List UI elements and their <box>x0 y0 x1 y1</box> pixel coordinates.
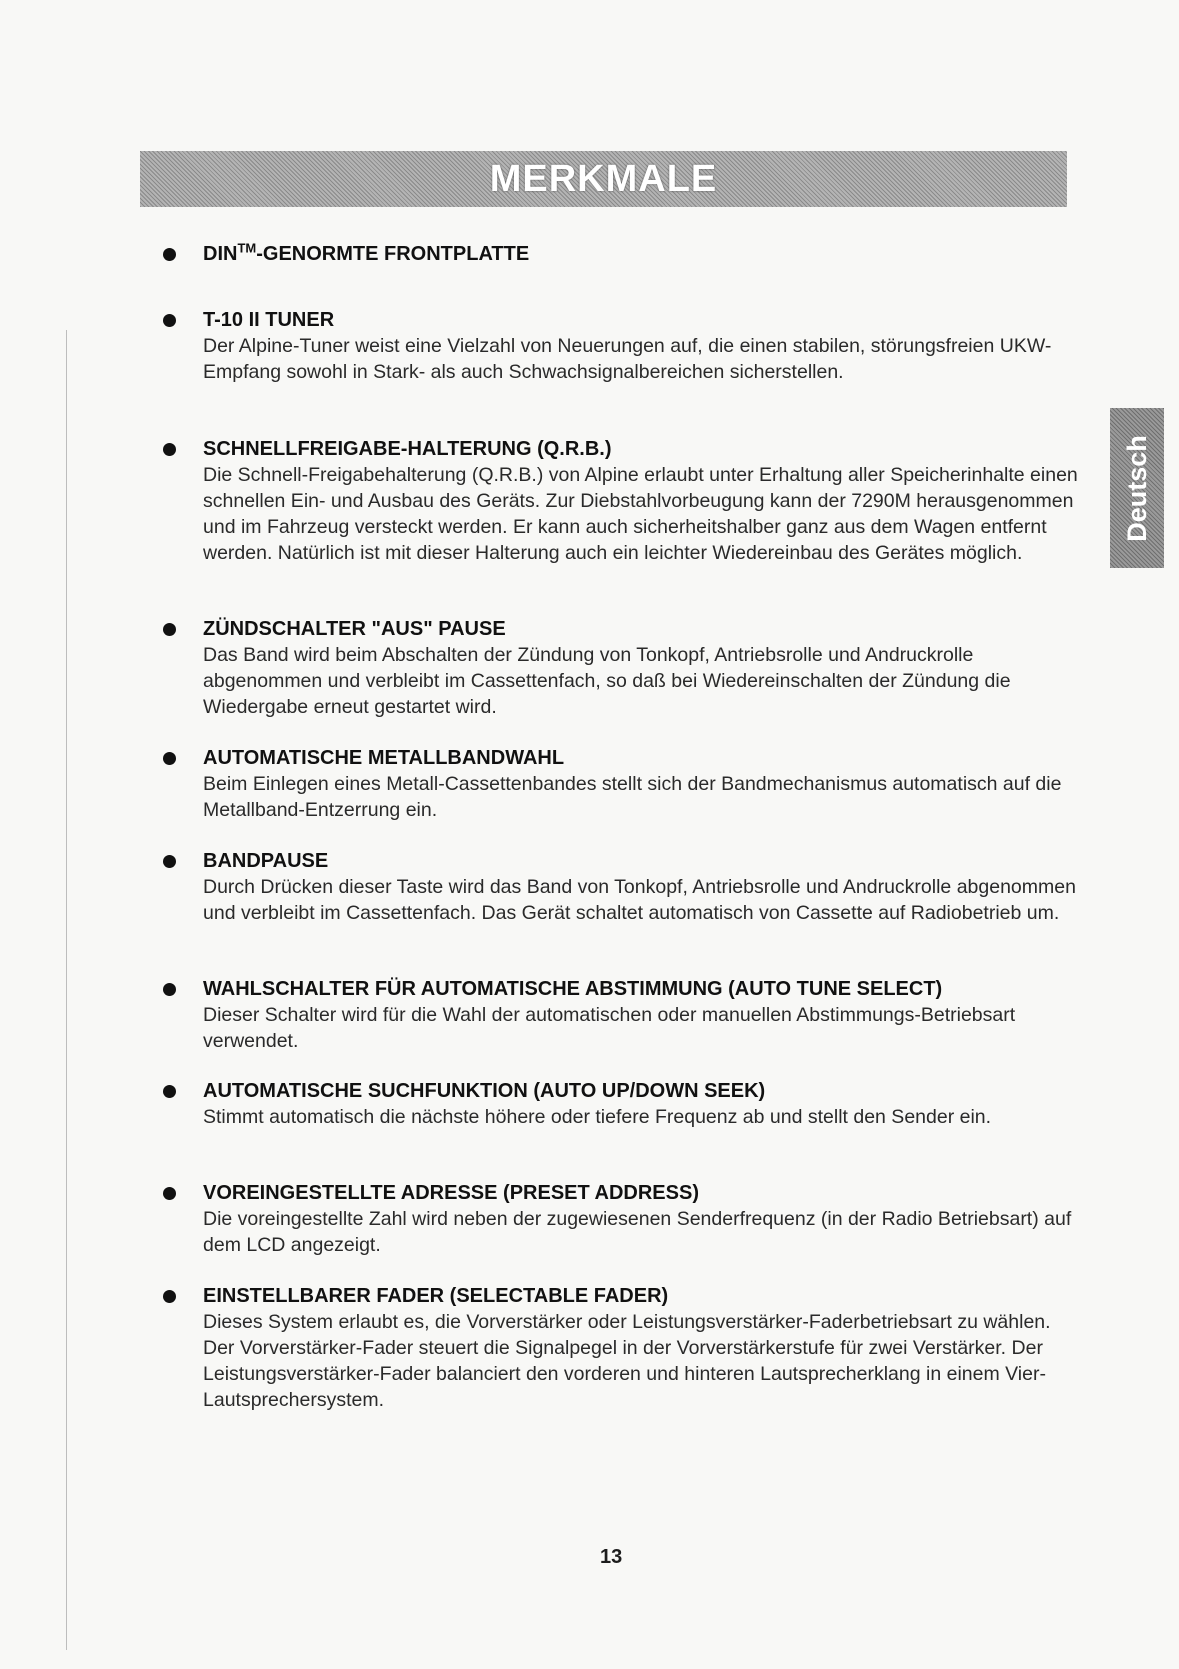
feature-description: Dieser Schalter wird für die Wahl der automatischen oder manuellen Abstimmungs-Betriebsart verwendet. <box>203 1004 1016 1052</box>
section-banner <box>140 151 1067 207</box>
feature-title: AUTOMATISCHE SUCHFUNKTION (AUTO UP/DOWN SEEK) <box>203 1080 766 1102</box>
bullet-icon <box>163 1290 176 1303</box>
bullet-icon <box>163 752 176 765</box>
language-tab <box>1110 408 1164 568</box>
bullet-icon <box>163 314 176 327</box>
bullet-icon <box>163 623 176 636</box>
bullet-icon <box>163 248 176 261</box>
feature-title: SCHNELLFREIGABE-HALTERUNG (Q.R.B.) <box>203 438 612 460</box>
feature-title: WAHLSCHALTER FÜR AUTOMATISCHE ABSTIMMUNG (AUTO TUNE SELECT) <box>203 978 943 1000</box>
bullet-icon <box>163 983 176 996</box>
bullet-icon <box>163 443 176 456</box>
page-title: MERKMALE <box>489 157 718 200</box>
language-tab-label: Deutsch <box>1121 434 1152 542</box>
feature-description: Beim Einlegen eines Metall-Cassettenbandes stellt sich der Bandmechanismus automatisch auf die Metallband-Entzerrung ein. <box>203 773 1062 821</box>
feature-description: Stimmt automatisch die nächste höhere oder tiefere Frequenz ab und stellt den Sender ein. <box>203 1106 992 1128</box>
feature-description: Durch Drücken dieser Taste wird das Band von Tonkopf, Antriebsrolle und Andruckrolle abgenommen und verbleibt im Cassettenfach. Das Gerät schaltet automatisch von Cassette auf Radiobetrieb um. <box>203 876 1076 924</box>
bullet-icon <box>163 855 176 868</box>
feature-description: Dieses System erlaubt es, die Vorverstärker oder Leistungsverstärker-Faderbetriebsart zu wählen. Der Vorverstärker-Fader steuert die Signalpegel in der Vorverstärkerstufe für zwei Verstärker. Der Leistungsverstärker-Fader balanciert den vorderen und hinteren Lautsprecherklang in einem Vier-Lautsprechersystem. <box>203 1311 1051 1411</box>
feature-title: VOREINGESTELLTE ADRESSE (PRESET ADDRESS) <box>203 1182 699 1204</box>
bullet-icon <box>163 1187 176 1200</box>
feature-title: DIN™-GENORMTE FRONTPLATTE <box>203 240 530 265</box>
feature-description: Die Schnell-Freigabehalterung (Q.R.B.) von Alpine erlaubt unter Erhaltung aller Speicherinhalte einen schnellen Ein- und Ausbau des Geräts. Zur Diebstahlvorbeugung kann der 7290M herausgenommen und im Fahrzeug versteckt werden. Er kann auch sicherheitshalber ganz aus dem Wagen entfernt werden. Natürlich ist mit dieser Halterung auch ein leichter Wiedereinbau des Gerätes möglich. <box>203 464 1078 564</box>
feature-title: AUTOMATISCHE METALLBANDWAHL <box>203 747 565 769</box>
feature-title: EINSTELLBARER FADER (SELECTABLE FADER) <box>203 1285 669 1307</box>
feature-title: ZÜNDSCHALTER "AUS" PAUSE <box>203 618 506 640</box>
feature-description: Die voreingestellte Zahl wird neben der zugewiesenen Senderfrequenz (in der Radio Betriebsart) auf dem LCD angezeigt. <box>203 1208 1072 1256</box>
page-number: 13 <box>600 1546 623 1568</box>
feature-title: BANDPAUSE <box>203 850 329 872</box>
feature-description: Das Band wird beim Abschalten der Zündung von Tonkopf, Antriebsrolle und Andruckrolle abgenommen und verbleibt im Cassettenfach, so daß bei Wiedereinschalten der Zündung die Wiedergabe erneut gestartet wird. <box>203 644 1011 718</box>
bullet-icon <box>163 1085 176 1098</box>
feature-title: T-10 II TUNER <box>203 309 335 331</box>
feature-description: Der Alpine-Tuner weist eine Vielzahl von Neuerungen auf, die einen stabilen, störungsfreien UKW-Empfang sowohl in Stark- als auch Schwachsignalbereichen sicherstellen. <box>203 335 1052 383</box>
margin-rule <box>66 330 67 1650</box>
